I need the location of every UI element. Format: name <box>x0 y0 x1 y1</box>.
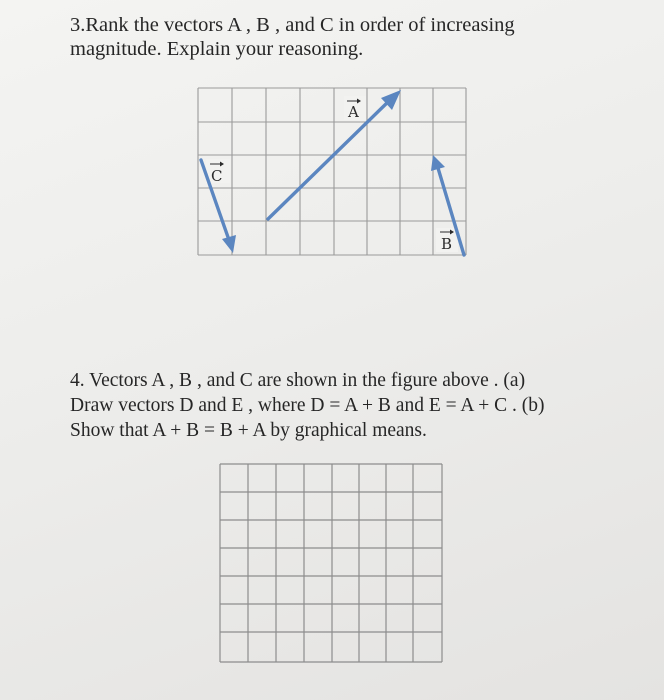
question-3-line-2: magnitude. Explain your reasoning. <box>70 38 364 60</box>
label-c-text: C <box>211 167 223 185</box>
question-3-line-1: 3.Rank the vectors A , B , and C in order of increasing <box>70 14 515 36</box>
question-4-line-1: 4. Vectors A , B , and C are shown in the figure above . (a) <box>70 370 526 391</box>
question-4-line-3: Show that A + B = B + A by graphical means. <box>70 420 427 441</box>
question-4-line-2: Draw vectors D and E , where D = A + B and E = A + C . (b) <box>70 395 545 416</box>
label-b-text: B <box>441 235 453 253</box>
blank-grid-lines <box>220 464 442 662</box>
label-a-text: A <box>348 103 359 121</box>
